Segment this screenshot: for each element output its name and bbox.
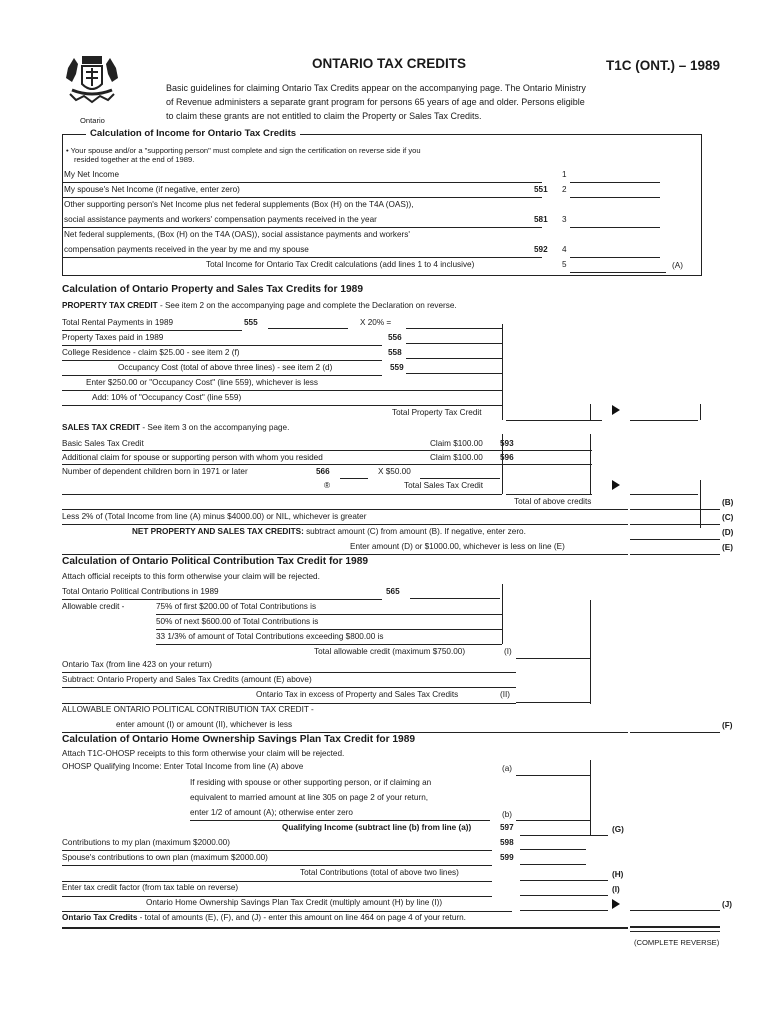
college-field[interactable] <box>406 358 502 359</box>
grand-total-field[interactable] <box>630 926 720 928</box>
ohosp-a-field[interactable] <box>516 775 590 776</box>
ohosp-credit-field[interactable] <box>520 910 608 911</box>
factor-field[interactable] <box>520 895 608 896</box>
circle-mark: ® <box>324 481 331 490</box>
code-598: 598 <box>500 838 514 847</box>
line-num-5: 5 <box>562 260 567 269</box>
total-stc-field[interactable] <box>506 494 592 495</box>
line-5-label: Total Income for Ontario Tax Credit calculations (add lines 1 to 4 inclusive) <box>206 260 475 269</box>
line-3-field[interactable] <box>570 227 660 228</box>
if2-label: equivalent to married amount at line 305 on page 2 of your return, <box>190 793 429 802</box>
ontario-coat-of-arms-icon <box>62 50 122 114</box>
code-565: 565 <box>386 587 400 596</box>
line-num-1: 1 <box>562 170 567 179</box>
code-597: 597 <box>500 823 514 832</box>
add10-label: Add: 10% of "Occupancy Cost" (line 559) <box>92 393 242 402</box>
excess-field[interactable] <box>516 702 590 703</box>
spouse-contrib-field[interactable] <box>520 864 586 865</box>
ref-h: (H) <box>612 870 624 879</box>
logo-caption: Ontario <box>80 116 105 125</box>
if3-label: enter 1/2 of amount (A); otherwise enter zero <box>190 808 353 817</box>
ref-ii: (II) <box>500 690 511 699</box>
basic-stc-label: Basic Sales Tax Credit <box>62 439 144 448</box>
income-note-1: • Your spouse and/or a "supporting person" must complete and sign the certification on reverse side if you <box>66 146 421 155</box>
line-3-label-a: Other supporting person's Net Income plus net federal supplements (Box (H) on the T4A (OAS)), <box>64 200 414 209</box>
line-3-label-b: social assistance payments and workers' compensation payments received in the year <box>64 215 377 224</box>
code-551: 551 <box>534 185 548 194</box>
line-1-label: My Net Income <box>64 170 120 179</box>
contrib-field[interactable] <box>520 849 586 850</box>
ptax-label: Property Taxes paid in 1989 <box>62 333 164 342</box>
political-attach: Attach official receipts to this form otherwise your claim will be rejected. <box>62 572 320 581</box>
total-stc-label: Total Sales Tax Credit <box>404 481 484 490</box>
total-contrib-label: Total Contributions (total of above two lines) <box>300 868 459 877</box>
qi-label: Qualifying Income (subtract line (b) from line (a)) <box>282 823 472 832</box>
field-b[interactable] <box>630 509 720 510</box>
ptc-instruction: PROPERTY TAX CREDIT - See item 2 on the accompanying page and complete the Declaration on reverse. <box>62 301 457 310</box>
ref-i-lower: (I) <box>612 885 620 894</box>
total-ptc-field[interactable] <box>506 420 602 421</box>
enterD-label: Enter amount (D) or $1000.00, whichever is less on line (E) <box>350 542 565 551</box>
ohosp-section-title: Calculation of Ontario Home Ownership Savings Plan Tax Credit for 1989 <box>62 734 416 745</box>
line-5-field[interactable] <box>570 272 666 273</box>
subtract-label: Subtract: Ontario Property and Sales Tax Credits (amount (E) above) <box>62 675 312 684</box>
line-4-field[interactable] <box>570 257 660 258</box>
page-title: ONTARIO TAX CREDITS <box>312 56 466 71</box>
code-581: 581 <box>534 215 548 224</box>
line-4-label-b: compensation payments received in the year by me and my spouse <box>64 245 309 254</box>
field-c[interactable] <box>630 524 720 525</box>
max-label: Total allowable credit (maximum $750.00) <box>314 647 466 656</box>
ontax-label: Ontario Tax (from line 423 on your return) <box>62 660 213 669</box>
intro-line-2: of Revenue administers a separate grant program for persons 65 years of age and older. Persons eligible <box>166 97 585 107</box>
property-section-title: Calculation of Ontario Property and Sales Tax Credits for 1989 <box>62 284 363 295</box>
total-above-label: Total of above credits <box>514 497 592 506</box>
p2-label: 50% of next $600.00 of Total Contributions is <box>156 617 319 626</box>
ref-b: (B) <box>722 498 734 507</box>
children-field[interactable] <box>340 478 368 479</box>
line-2-label: My spouse's Net Income (if negative, enter zero) <box>64 185 240 194</box>
factor-label: Enter tax credit factor (from tax table on reverse) <box>62 883 239 892</box>
ptc-carry-field[interactable] <box>630 420 698 421</box>
net-label: NET PROPERTY AND SALES TAX CREDITS: subtract amount (C) from amount (B). If negative, enter zero. <box>132 527 526 536</box>
code-558: 558 <box>388 348 402 357</box>
college-label: College Residence - claim $25.00 - see item 2 (f) <box>62 348 240 357</box>
rent-label: Total Rental Payments in 1989 <box>62 318 174 327</box>
intro-line-3: to claim these grants are not entitled to claim the Property or Sales Tax Credits. <box>166 111 482 121</box>
arrow-icon <box>612 899 620 909</box>
code-593: 593 <box>500 439 514 448</box>
ptax-field[interactable] <box>406 343 502 344</box>
p1-label: 75% of first $200.00 of Total Contributions is <box>156 602 317 611</box>
line-4-label-a: Net federal supplements, (Box (H) on the T4A (OAS)), social assistance payments and workers' <box>64 230 410 239</box>
ohosp-qualify-label: OHOSP Qualifying Income: Enter Total Income from line (A) above <box>62 762 304 771</box>
allowable-label: ALLOWABLE ONTARIO POLITICAL CONTRIBUTION TAX CREDIT - <box>62 705 314 714</box>
field-j[interactable] <box>630 910 720 911</box>
code-559: 559 <box>390 363 404 372</box>
code-566: 566 <box>316 467 330 476</box>
occ-field[interactable] <box>406 373 502 374</box>
arrow-icon <box>612 480 620 490</box>
line-num-3: 3 <box>562 215 567 224</box>
stc-instruction: SALES TAX CREDIT - See item 3 on the accompanying page. <box>62 423 290 432</box>
less2-label: Less 2% of (Total Income from line (A) minus $4000.00) or NIL, whichever is greater <box>62 512 367 521</box>
ohosp-attach: Attach T1C-OHOSP receipts to this form otherwise your claim will be rejected. <box>62 749 345 758</box>
grand-total-label: Ontario Tax Credits - total of amounts (E), (F), and (J) - enter this amount on line 464 on page 4 of your return. <box>62 913 466 922</box>
political-total-field[interactable] <box>410 598 500 599</box>
ref-f: (F) <box>722 721 733 730</box>
ref-c: (C) <box>722 513 734 522</box>
line-num-4: 4 <box>562 245 567 254</box>
complete-reverse: (COMPLETE REVERSE) <box>634 938 720 947</box>
ohosp-b-field[interactable] <box>516 820 590 821</box>
occ-label: Occupancy Cost (total of above three lines) - see item 2 (d) <box>118 363 333 372</box>
ref-g: (G) <box>612 825 624 834</box>
ref-d: (D) <box>722 528 734 537</box>
p3-label: 33 1/3% of amount of Total Contributions exceeding $800.00 is <box>156 632 384 641</box>
qi-field[interactable] <box>520 835 608 836</box>
total-contrib-field[interactable] <box>520 880 608 881</box>
addl-label: Additional claim for spouse or supporting person with whom you resided <box>62 453 323 462</box>
ref-j: (J) <box>722 900 733 909</box>
arrow-icon <box>612 405 620 415</box>
income-note-2: resided together at the end of 1989. <box>74 155 195 164</box>
children-label: Number of dependent children born in 1971 or later <box>62 467 248 476</box>
code-555: 555 <box>244 318 258 327</box>
political-section-title: Calculation of Ontario Political Contribution Tax Credit for 1989 <box>62 556 369 567</box>
max-field[interactable] <box>516 658 590 659</box>
allowable-credit-label: Allowable credit - <box>62 602 125 611</box>
x50-label: X $50.00 <box>378 467 411 476</box>
political-total-label: Total Ontario Political Contributions in 1989 <box>62 587 219 596</box>
field-e[interactable] <box>630 554 720 555</box>
enterless-label: enter amount (I) or amount (II), whichever is less <box>116 720 293 729</box>
ohosp-credit-label: Ontario Home Ownership Savings Plan Tax Credit (multiply amount (H) by line (I)) <box>146 898 443 907</box>
spouse-contrib-label: Spouse's contributions to own plan (maximum $2000.00) <box>62 853 268 862</box>
ref-e: (E) <box>722 543 733 552</box>
claim2-label: Claim $100.00 <box>430 453 483 462</box>
line-1-field[interactable] <box>570 182 660 183</box>
claim1-label: Claim $100.00 <box>430 439 483 448</box>
x20-label: X 20% = <box>360 318 392 327</box>
rent-field[interactable] <box>268 328 348 329</box>
form-code: T1C (ONT.) – 1989 <box>606 58 721 73</box>
ref-a: (A) <box>672 261 683 270</box>
field-d[interactable] <box>630 539 720 540</box>
excess-label: Ontario Tax in excess of Property and Sales Tax Credits <box>256 690 459 699</box>
total-ptc-label: Total Property Tax Credit <box>392 408 482 417</box>
line-num-2: 2 <box>562 185 567 194</box>
code-596: 596 <box>500 453 514 462</box>
ref-i: (I) <box>504 647 512 656</box>
line-2-field[interactable] <box>570 197 660 198</box>
contrib-label: Contributions to my plan (maximum $2000.00) <box>62 838 230 847</box>
enter250-label: Enter $250.00 or "Occupancy Cost" (line 559), whichever is less <box>86 378 318 387</box>
code-556: 556 <box>388 333 402 342</box>
if1-label: If residing with spouse or other supporting person, or if claiming an <box>190 778 432 787</box>
income-section-title: Calculation of Income for Ontario Tax Credits <box>86 128 300 139</box>
code-599: 599 <box>500 853 514 862</box>
code-592: 592 <box>534 245 548 254</box>
ref-b-lower: (b) <box>502 810 513 819</box>
ref-a-lower: (a) <box>502 764 513 773</box>
stc-carry-field[interactable] <box>630 494 698 495</box>
field-f[interactable] <box>630 732 720 733</box>
intro-line-1: Basic guidelines for claiming Ontario Tax Credits appear on the accompanying page. The Ontario Ministry <box>166 83 586 93</box>
